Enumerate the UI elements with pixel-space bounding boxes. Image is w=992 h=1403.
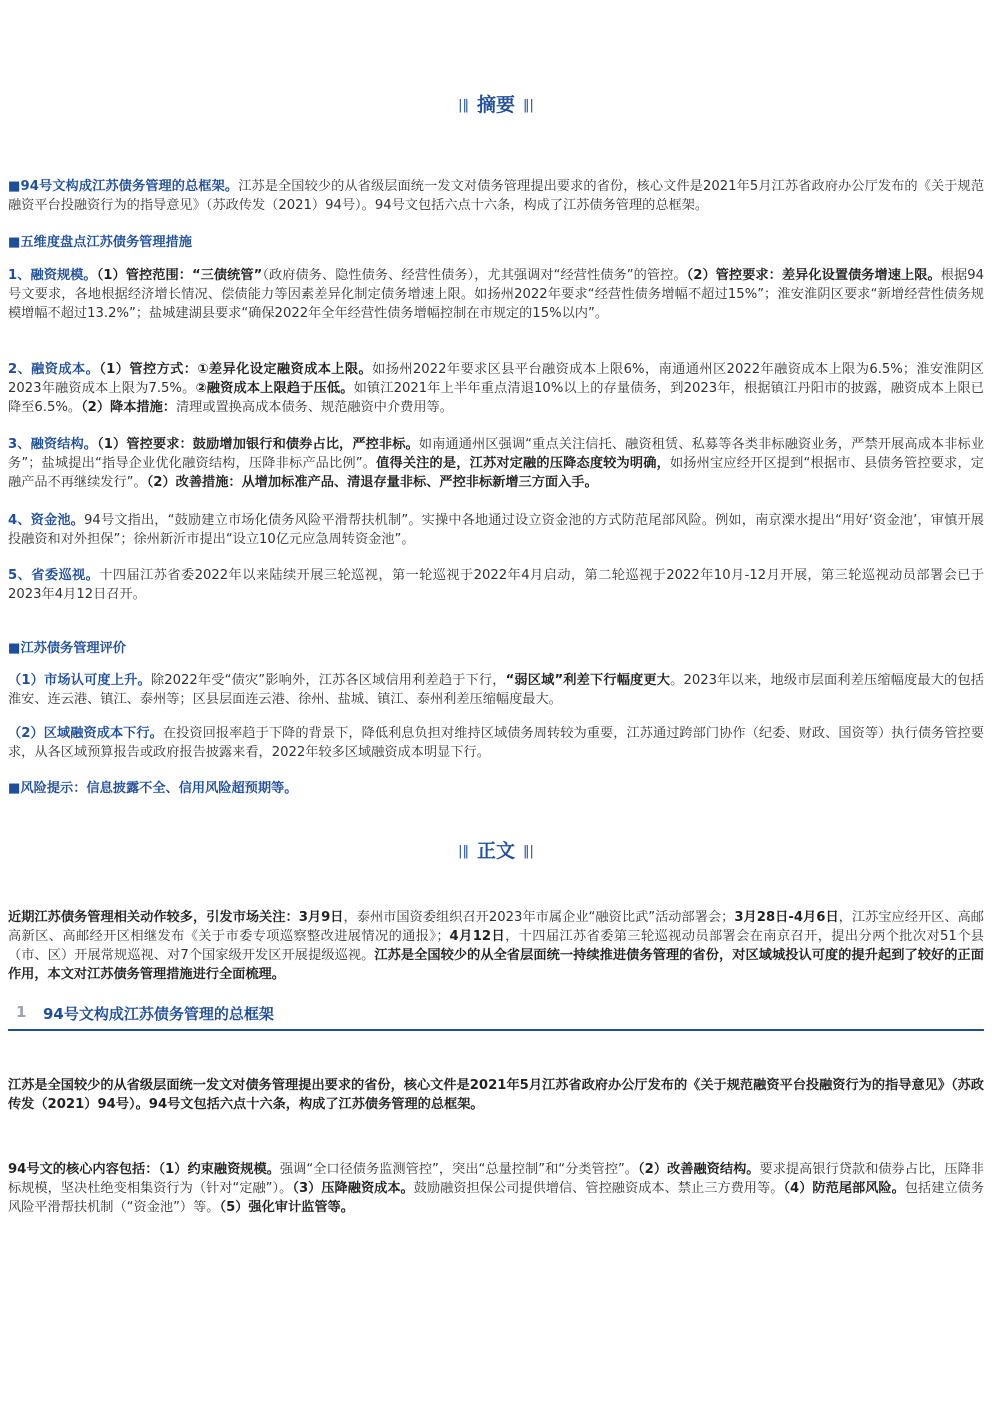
intro-text: ，泰州市国资委组织召开2023年市属企业“融资比武”活动部署会； [343,910,735,925]
core-bold: （2）改善融资结构。 [638,1162,760,1177]
item-text: 94号文指出，“鼓励建立市场化债务风险平滑帮扶机制”。实操中各地通过设立资金池的方式防范尾部风险。例如，南京溧水提出“用好‘资金池’，审慎开展投融资和对外担保”；徐州新沂市提出“设立10亿元应急周转资金池”。 [8,513,984,547]
intro-bold: 3月28日-4月6日 [734,910,839,925]
item-bold: “弱区域”利差下行幅度更大 [505,673,671,688]
summary-title [0,90,992,117]
title-bar-left: |‖ [458,844,469,859]
item-lead: （1）市场认可度上升。 [8,673,151,688]
core-bold: 94号文的核心内容包括：（1）约束融资规模。 [8,1162,280,1177]
item-financing-cost [8,360,984,417]
item-lead: 3、融资结构。 [8,437,98,452]
main-title [0,836,992,863]
risk-warning: ■风险提示：信息披露不全、信用风险超预期等。 [8,781,298,796]
item-bold: （1）管控方式：①差异化设定融资成本上限。 [99,362,373,377]
item-text: 。2023年以来，地级市层面利差压缩幅度最大的包括淮安、连云港、镇江、泰州等；区县层面连云港、徐州、盐城、镇江、泰州利差压缩幅度最大。 [8,673,984,707]
item-text: （政府债务、隐性债务、经营性债务），尤其强调对“经营性债务”的管控。 [262,268,687,283]
core-bold: （3）压降融资成本。 [292,1181,414,1196]
item-bold: （1）管控范围：“三债统管” [96,268,263,283]
intro-text: ，江苏宝应经开区、高邮高新区、高邮经开区相继发布《关于市委专项巡察整改进展情况的通报》； [8,910,984,944]
heading-evaluation: ■江苏债务管理评价 [8,641,126,656]
title-bar-left: |‖ [458,98,469,113]
item-lead: 2、融资成本。 [8,362,100,377]
item-text: 根据94号文要求，各地根据经济增长情况、偿债能力等因素差异化制定债务增速上限。如扬州2022年要求“经营性债务增幅不超过15%”；淮安淮阴区要求“新增经营性债务规模增幅不超过13.2%”；盐城建湖县要求“确保2022年全年经营性债务增幅控制在市规定的15%以内”。 [8,268,985,321]
item-bold: ②融资成本上限趋于压低。 [195,381,354,396]
section-title: 94号文构成江苏债务管理的总框架 [43,1005,274,1023]
item-fund-pool [8,511,984,549]
section-1-heading [8,1003,984,1031]
intro-bold: 近期江苏债务管理相关动作较多，引发市场关注：3月9日 [8,910,344,925]
evaluation-market-recognition [8,671,984,709]
summary-title-text: 摘要 [476,94,515,116]
item-text: 如扬州宝应经开区提到“根据市、县债务管控要求，定融产品不再继续发行”。 [8,456,984,490]
core-bold: （4）防范尾部风险。 [783,1181,905,1196]
item-bold: 值得关注的是，江苏对定融的压降态度较为明确， [376,456,670,471]
core-text: 要求提高银行贷款和债券占比，压降非标规模，坚决杜绝变相集资行为（针对“定融”）。 [8,1162,984,1196]
item-text: 在投资回报率趋于下降的背景下，降低利息负担对维持区域债务周转较为重要，江苏通过跨部门协作（纪委、财政、国资等）执行债务管控要求，从各区域预算报告或政府报告披露来看，2022年较多区域融资成本明显下行。 [8,726,984,760]
paragraph-lead: ■94号文构成江苏债务管理的总框架。 [8,179,239,194]
item-financing-structure [8,435,984,492]
core-bold: （5）强化审计监管等。 [219,1200,354,1215]
paragraph-text: 江苏是全国较少的从省级层面统一发文对债务管理提出要求的省份，核心文件是2021年5月江苏省政府办公厅发布的《关于规范融资平台投融资行为的指导意见》（苏政传发（2021）94号）。94号文包括六点十六条，构成了江苏债务管理的总框架。 [8,179,985,213]
intro-bold: 4月12日 [449,929,506,944]
item-provincial-inspection [8,566,984,604]
summary-paragraph-framework [8,177,984,215]
section-number: 1 [16,1003,27,1021]
item-text: 十四届江苏省委2022年以来陆续开展三轮巡视，第一轮巡视于2022年4月启动，第二轮巡视于2022年10月-12月开展，第三轮巡视动员部署会已于2023年4月12日召开。 [8,568,984,602]
title-bar-right: ‖| [523,844,534,859]
section-1-paragraph-1: 江苏是全国较少的从省级层面统一发文对债务管理提出要求的省份，核心文件是2021年5月江苏省政府办公厅发布的《关于规范融资平台投融资行为的指导意见》（苏政传发（2021）94号）。94号文包括六点十六条，构成了江苏债务管理的总框架。 [8,1078,984,1112]
item-lead: 1、融资规模。 [8,268,97,283]
item-lead: 4、资金池。 [8,513,85,528]
item-bold: （2）改善措施：从增加标准产品、清退存量非标、严控非标新增三方面入手。 [146,475,598,490]
item-bold: （1）管控要求：鼓励增加银行和债券占比，严控非标。 [97,437,419,452]
intro-paragraph [8,908,984,984]
core-text: 鼓励融资担保公司提供增信、管控融资成本、禁止三方费用等。 [413,1181,784,1196]
item-text: 如镇江2021年上半年重点清退10%以上的存量债务，到2023年，根据镇江丹阳市的披露，融资成本上限已降至6.5%。 [8,381,984,415]
item-text: 如扬州2022年要求区县平台融资成本上限6%，南通通州区2022年融资成本上限为6.5%；淮安淮阴区2023年融资成本上限为7.5%。 [8,362,984,396]
intro-bold: 江苏是全国较少的从全省层面统一持续推进债务管理的省份，对区域城投认可度的提升起到了较好的正面作用，本文对江苏债务管理措施进行全面梳理。 [8,948,984,982]
core-text: 强调“全口径债务监测管控”，突出“总量控制”和“分类管控”。 [279,1162,639,1177]
core-text: 包括建立债务风险平滑帮扶机制（“资金池”）等。 [8,1181,985,1215]
item-financing-scale [8,266,984,323]
intro-text: ，十四届江苏省委第三轮巡视动员部署会在南京召开，提出分两个批次对51个县（市、区）开展常规巡视、对7个国家级开发区开展提级巡视。 [8,929,984,963]
evaluation-financing-cost [8,724,984,762]
item-lead: 5、省委巡视。 [8,568,100,583]
item-text: 清理或置换高成本债务、规范融资中介费用等。 [175,400,453,415]
title-bar-right: ‖| [523,98,534,113]
main-title-text: 正文 [476,840,515,862]
heading-five-dimensions: ■五维度盘点江苏债务管理措施 [8,235,192,250]
item-lead: （2）区域融资成本下行。 [8,726,163,741]
item-text: 如南通通州区强调“重点关注信托、融资租赁、私募等各类非标融资业务，严禁开展高成本非标业务”；盐城提出“指导企业优化融资结构，压降非标产品比例”。 [8,437,985,471]
item-text: 除2022年受“债灾”影响外，江苏各区域信用利差趋于下行， [150,673,506,688]
item-bold: （2）管控要求：差异化设置债务增速上限。 [686,268,941,283]
section-1-paragraph-2 [8,1160,984,1217]
item-bold: （2）降本措施： [81,400,176,415]
